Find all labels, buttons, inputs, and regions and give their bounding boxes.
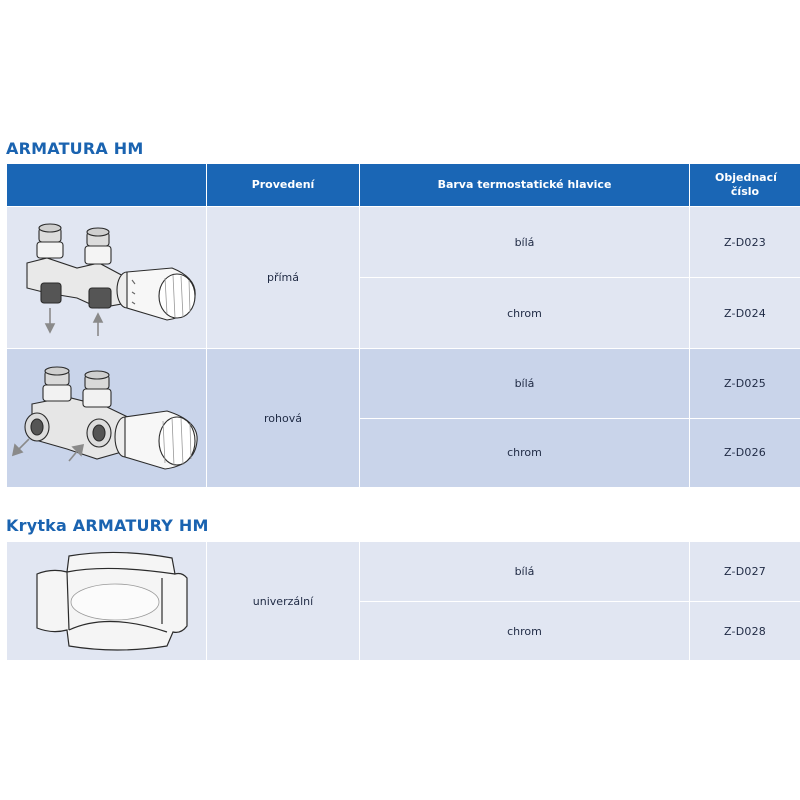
header-provedeni: Provedení [207,164,360,207]
straight-valve-icon [7,208,206,348]
barva-cell: bílá [360,349,690,419]
cislo-cell: Z-D028 [690,602,800,661]
section-title-krytka: Krytka ARMATURY HM [6,516,209,535]
barva-cell: chrom [360,602,690,661]
table-row [7,207,800,278]
section-title-armatura: ARMATURA HM [6,139,144,158]
table-row [7,542,800,602]
barva-cell: chrom [360,418,690,488]
cislo-cell: Z-D024 [690,278,800,349]
cislo-cell: Z-D027 [690,542,800,602]
header-barva: Barva termostatické hlavice [360,164,690,207]
valve-cover-image-cell [7,542,207,661]
barva-cell: chrom [360,278,690,349]
cislo-cell: Z-D026 [690,418,800,488]
angle-valve-image-cell [7,349,207,488]
angle-valve-icon [7,349,206,487]
cislo-cell: Z-D025 [690,349,800,419]
table-row [7,349,800,419]
krytka-table [6,541,800,661]
provedeni-cell: přímá [207,207,360,349]
header-cislo-label: Objednací číslo [715,171,777,198]
provedeni-cell: rohová [207,349,360,488]
table-header-row [7,164,800,207]
header-cislo [690,164,800,207]
barva-cell: bílá [360,542,690,602]
header-image-cell [7,164,207,207]
straight-valve-image-cell [7,207,207,349]
barva-cell: bílá [360,207,690,278]
valve-cover-icon [7,542,206,660]
armatura-table [6,163,800,488]
provedeni-cell: univerzální [207,542,360,661]
cislo-cell: Z-D023 [690,207,800,278]
